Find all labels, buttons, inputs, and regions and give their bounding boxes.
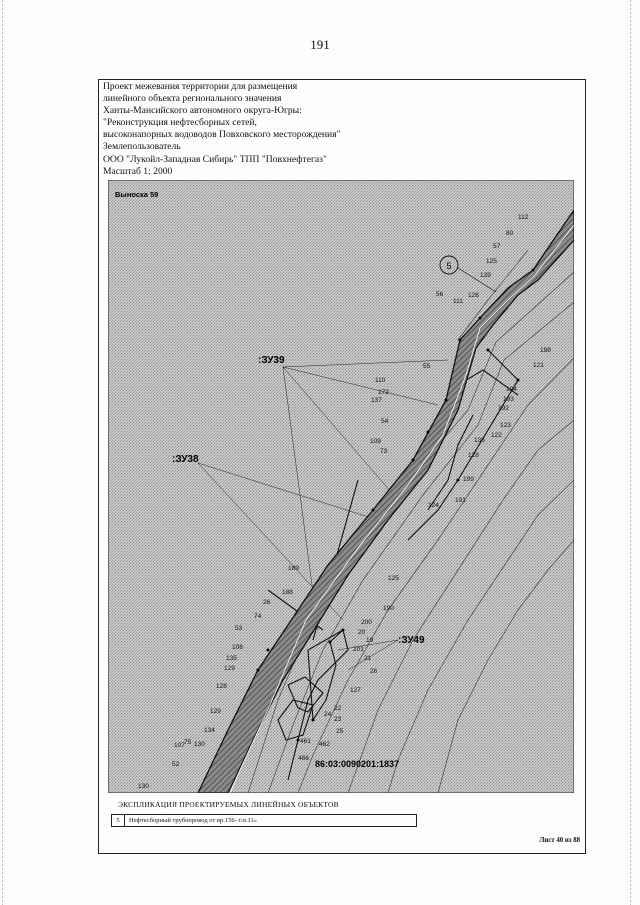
legend-text: Нефтесборный трубопровод от вр.156- т.п.11»: [129, 817, 257, 824]
inset-title: Выноска 59: [115, 190, 159, 199]
point-label: 134: [204, 727, 215, 734]
point-label: 188: [282, 589, 293, 596]
point-label: 52: [172, 761, 180, 768]
point-label: 199: [463, 476, 474, 483]
point-label: 20: [358, 629, 366, 636]
point-label: 466: [298, 755, 309, 762]
point-label: 128: [468, 452, 479, 459]
map-background: [108, 180, 574, 793]
header-line: линейного объекта регионального значения: [103, 93, 282, 105]
point-label: 191: [455, 497, 466, 504]
point-label: 112: [518, 214, 529, 221]
point-label: 125: [388, 575, 399, 582]
point-label: 136: [474, 437, 485, 444]
point-label: 109: [370, 438, 381, 445]
point-label: 126: [468, 292, 479, 299]
header-line: высоконапорных водоводов Повховского месторождения": [103, 129, 341, 141]
header-line: Ханты-Мансийского автономного округа-Югры:: [103, 105, 302, 117]
point-label: 26: [263, 599, 271, 606]
point-label: 107: [174, 742, 185, 749]
legend-number: 5: [112, 815, 125, 826]
point-label: 74: [254, 613, 262, 620]
header-line: ООО "Лукойл-Западная Сибирь" ТПП "Повхнефтегаз": [103, 153, 327, 165]
point-label: 25: [336, 728, 344, 735]
scan-edge-right: [630, 0, 631, 905]
point-label: 24: [324, 711, 332, 718]
point-label: 129: [210, 708, 221, 715]
point-label: 21: [364, 655, 372, 662]
point-label: 461: [300, 738, 311, 745]
point-label: 108: [232, 644, 243, 651]
point-label: 127: [350, 687, 361, 694]
point-label: 128: [216, 683, 227, 690]
point-label: 110: [375, 377, 386, 384]
point-label: 194: [506, 386, 517, 393]
point-label: 123: [500, 422, 511, 429]
point-label: 56: [436, 291, 444, 298]
point-label: 55: [423, 363, 431, 370]
cadastral-map: [108, 180, 574, 793]
page-number: 191: [310, 37, 330, 52]
point-label: 130: [138, 783, 149, 790]
point-label: 124: [428, 502, 439, 509]
point-label: 192: [498, 405, 509, 412]
point-label: 75: [184, 739, 192, 746]
scan-edge-left: [2, 0, 3, 905]
point-label: 462: [319, 741, 330, 748]
sheet-label: Лист 40 из 88: [539, 837, 580, 844]
point-label: 80: [506, 230, 514, 237]
parcel-label-zu49: :ЗУ49: [398, 635, 425, 646]
point-label: 172: [378, 389, 389, 396]
legend-title: ЭКСПЛИКАЦИЯ ПРОЕКТИРУЕМЫХ ЛИНЕЙНЫХ ОБЪЕКТОВ: [118, 800, 339, 809]
point-label: 23: [334, 716, 342, 723]
point-label: 125: [486, 258, 497, 265]
point-label: 22: [334, 705, 342, 712]
point-label: 26: [370, 668, 378, 675]
project-header: [103, 81, 341, 178]
point-label: 54: [381, 418, 389, 425]
point-label: 200: [361, 619, 372, 626]
parcel-label-zu39: :ЗУ39: [258, 355, 285, 366]
header-line: Проект межевания территории для размещения: [103, 81, 298, 92]
point-label: 73: [380, 448, 388, 455]
header-line: Масштаб 1: 2000: [103, 165, 173, 177]
point-label: 137: [371, 397, 382, 404]
point-label: 130: [194, 741, 205, 748]
point-label: 57: [493, 243, 501, 250]
point-label: 129: [224, 665, 235, 672]
point-label: 19: [366, 637, 374, 644]
point-label: 122: [491, 432, 502, 439]
point-label: 198: [540, 347, 551, 354]
object-marker-label: 5: [446, 261, 452, 271]
header-line: "Реконструкция нефтесборных сетей,: [103, 117, 257, 129]
point-label: 121: [533, 362, 544, 369]
point-label: 201: [353, 646, 364, 653]
cadastral-number: 86:03:0090201:1837: [315, 759, 400, 769]
point-label: 53: [235, 625, 243, 632]
parcel-label-zu38: :ЗУ38: [172, 454, 199, 465]
point-label: 189: [288, 565, 299, 572]
point-label: 190: [383, 605, 394, 612]
point-label: 111: [453, 298, 463, 305]
point-label: 135: [226, 655, 237, 662]
header-line: Землепользователь: [103, 141, 181, 153]
point-label: 139: [480, 272, 491, 279]
legend-row: [111, 814, 417, 827]
point-label: 193: [503, 396, 514, 403]
